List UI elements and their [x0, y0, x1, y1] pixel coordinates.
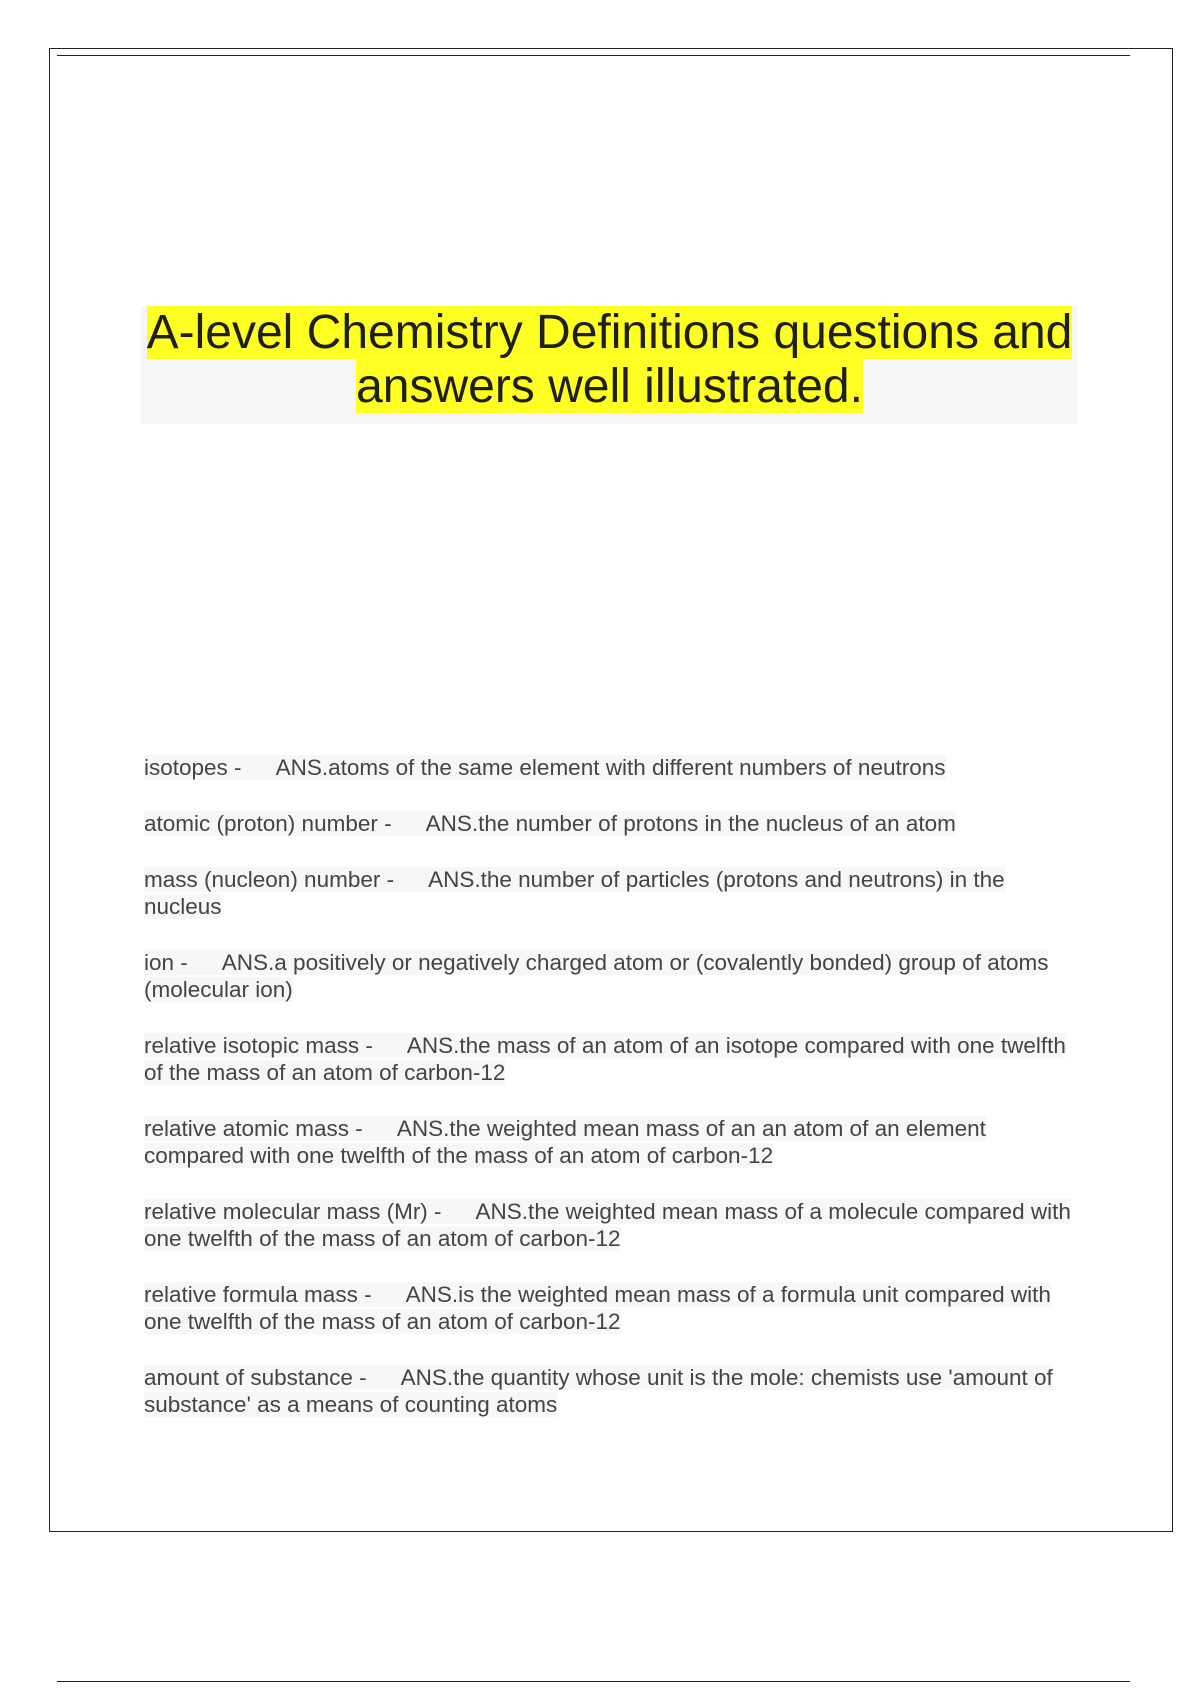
definition-term: relative isotopic mass - [144, 1033, 373, 1058]
definition-item [144, 1364, 1084, 1418]
definition-term: relative formula mass - [144, 1282, 372, 1307]
definition-term: mass (nucleon) number - [144, 867, 395, 892]
definition-item [144, 1115, 1084, 1169]
definition-term: isotopes - [144, 755, 242, 780]
definition-term: ion - [144, 950, 188, 975]
definition-item [144, 1281, 1084, 1335]
definition-item [144, 754, 1084, 781]
definition-answer: ANS.the mass of an atom of an isotope compared with one twelfth of the mass of an atom of carbon-12 [144, 1033, 1066, 1085]
definition-term: relative molecular mass (Mr) - [144, 1199, 442, 1224]
definition-term: relative atomic mass - [144, 1116, 363, 1141]
definition-answer: ANS.atoms of the same element with different numbers of neutrons [275, 755, 946, 780]
document-title: A-level Chemistry Definitions questions and answers well illustrated. [146, 306, 1073, 413]
definition-answer: ANS.the quantity whose unit is the mole: chemists use 'amount of substance' as a means of counting atoms [144, 1365, 1053, 1417]
definition-item [144, 866, 1084, 920]
definition-item [144, 949, 1084, 1003]
top-rule [57, 55, 1130, 56]
title-block [141, 306, 1078, 424]
definitions-list [144, 754, 1084, 1447]
definition-answer: ANS.is the weighted mean mass of a formula unit compared with one twelfth of the mass of an atom of carbon-12 [144, 1282, 1051, 1334]
definition-answer: ANS.the weighted mean mass of a molecule compared with one twelfth of the mass of an atom of carbon-12 [144, 1199, 1071, 1251]
bottom-rule [57, 1681, 1130, 1682]
definition-answer: ANS.the number of protons in the nucleus of an atom [425, 811, 956, 836]
definition-item [144, 810, 1084, 837]
definition-item [144, 1198, 1084, 1252]
definition-answer: ANS.a positively or negatively charged atom or (covalently bonded) group of atoms (molecular ion) [144, 950, 1049, 1002]
definition-answer: ANS.the weighted mean mass of an an atom of an element compared with one twelfth of the mass of an atom of carbon-12 [144, 1116, 986, 1168]
definition-term: atomic (proton) number - [144, 811, 392, 836]
definition-item [144, 1032, 1084, 1086]
definition-answer: ANS.the number of particles (protons and neutrons) in the nucleus [144, 867, 1005, 919]
definition-term: amount of substance - [144, 1365, 367, 1390]
